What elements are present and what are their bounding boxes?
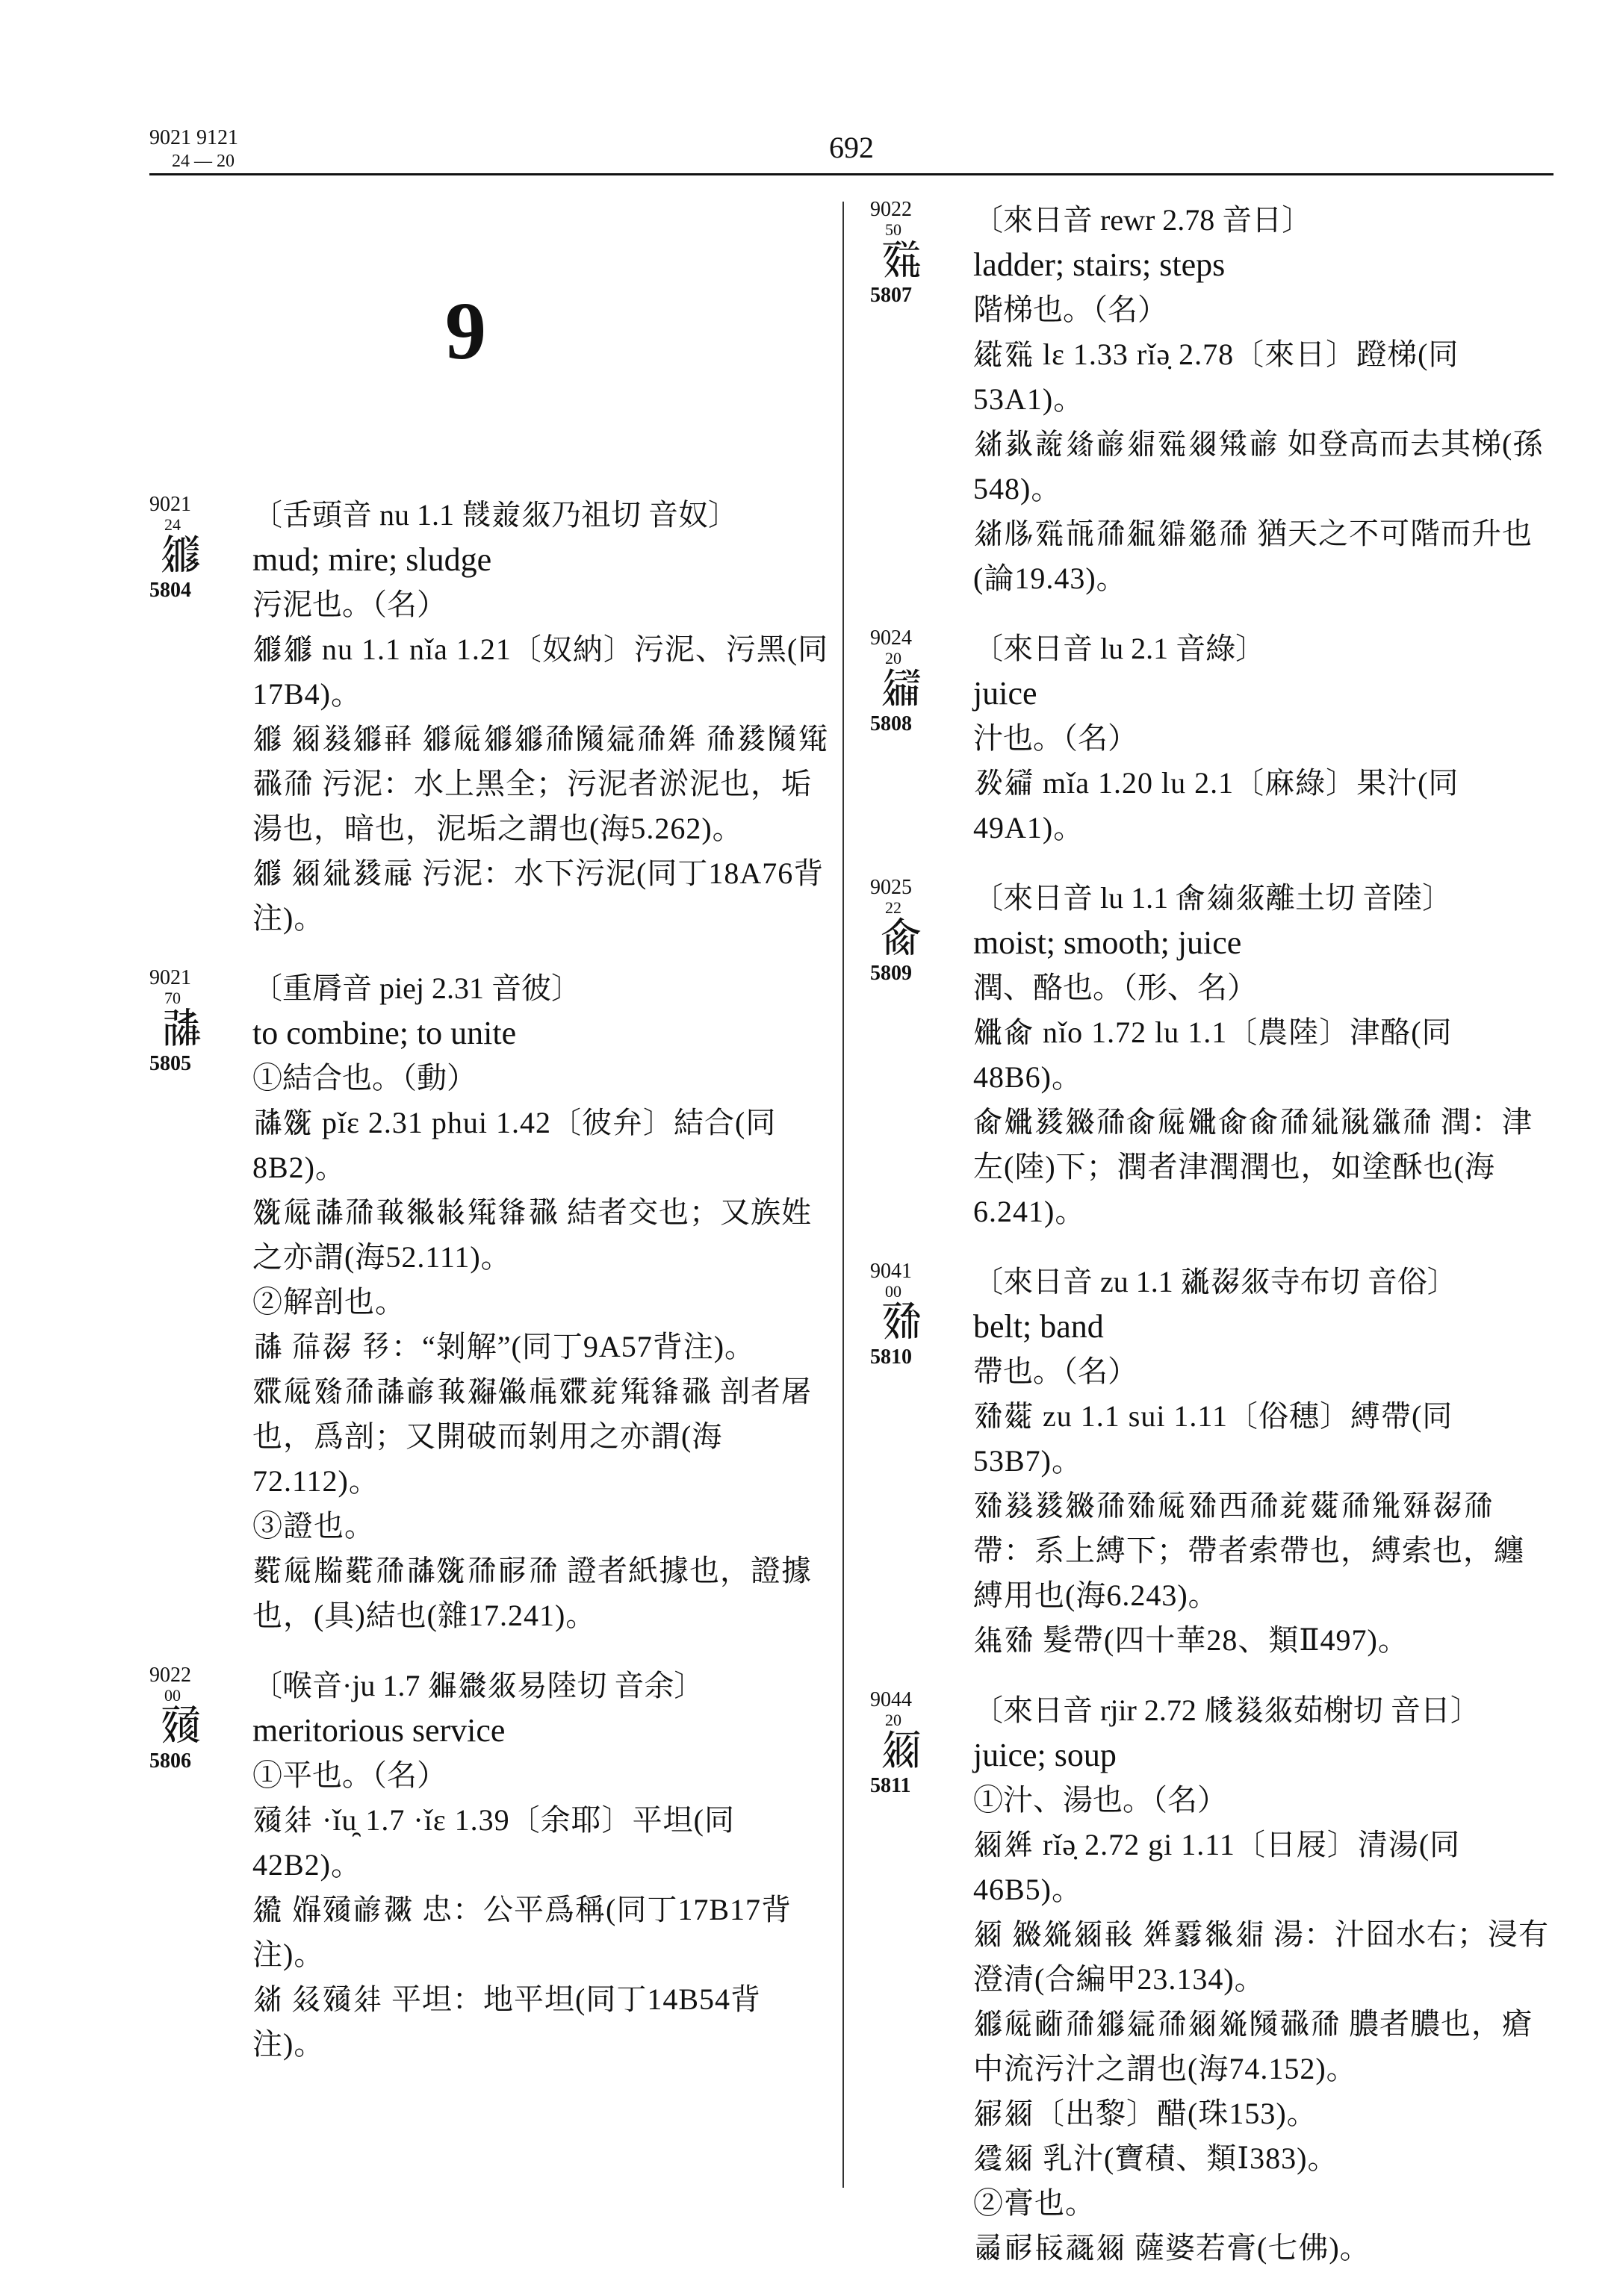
entry-example: 𗣫𗭩𗓰𗦳𗑗𗤋𗸫𗤓𗋽𗑗 如登高而去其梯(孫548)。 xyxy=(973,427,1544,505)
entry-example: 𗉔𗪸 mǐa 1.20 lu 2.1〔麻綠〕果汁(同49A1)。 xyxy=(973,766,1459,844)
entry-gloss: moist; smooth; juice xyxy=(973,924,1242,961)
dictionary-entry xyxy=(149,966,829,1638)
entry-subcode: 22 xyxy=(885,898,901,917)
entry-gloss: to combine; to unite xyxy=(252,1015,517,1051)
header-codes: 9021 9121 xyxy=(149,126,238,149)
entry-code: 9021 xyxy=(149,493,191,516)
entry-glyph: 𗸫 xyxy=(881,236,922,284)
entry-body xyxy=(973,876,1554,1234)
entry-example: 𗸨𗯹𗯿𗪷𗗙𗸨𗏁𗸨西𗗙𗐱𗝠𗗙𗊴𗸧𗖠𗗙 帶：系上縛下；帶者索帶也，縛索也，纏縛用也(海6.243)。 xyxy=(973,1489,1524,1612)
column-divider xyxy=(842,202,844,2188)
entry-example: 𗷎𗏁𗹨𗷎𗗙𗰜𗽓𗗙𗟲𗗙 證者紙據也，證據也，(具)結也(雜17.241)。 xyxy=(252,1554,812,1632)
entry-example: 𗫔 𗏵𗸰𗑗𗗂 忠：公平爲稱(同丁17B17背注)。 xyxy=(252,1893,792,1971)
entry-phonetic: 〔喉音·ju 1.7 𗦬𗫦𗼇易陸切 音余〕 xyxy=(252,1669,704,1702)
entry-example: 𗰭𗟲𗡿𗹙𗥃 薩婆若膏(七佛)。 xyxy=(973,2231,1371,2265)
entry-number: 5809 xyxy=(870,962,912,985)
entry-number: 5806 xyxy=(149,1749,191,1773)
entry-example: 𗧫𗏁𗠁𗗙𗧫𗦇𗗙𗥃𗤷𗂧𗖻𗗙 膿者膿也，瘡中流污汁之謂也(海74.152)。 xyxy=(973,2007,1533,2085)
entry-example: 𗸨𗝠 zu 1.1 sui 1.11〔俗穗〕縛帶(同53B7)。 xyxy=(973,1399,1453,1478)
entry-definition: 帶也。（名） xyxy=(973,1354,1137,1388)
entry-body xyxy=(973,626,1554,850)
header-rule xyxy=(149,173,1554,175)
entry-code: 9041 xyxy=(870,1260,912,1283)
entry-phonetic: 〔重脣音 piej 2.31 音彼〕 xyxy=(252,971,581,1005)
entry-sidebar xyxy=(149,493,239,603)
dictionary-entry xyxy=(870,876,1554,1234)
entry-example: 𗰜 𗗚𗖠 𗘈：“剝解”(同丁9A57背注)。 xyxy=(252,1330,756,1363)
entry-body xyxy=(252,493,829,941)
entry-phonetic: 〔來日音 lu 2.1 音綠〕 xyxy=(973,632,1266,665)
entry-gloss: juice xyxy=(973,675,1037,712)
entry-glyph: 𗸰 xyxy=(160,1702,202,1750)
entry-number: 5808 xyxy=(870,712,912,735)
entry-number: 5804 xyxy=(149,579,191,602)
entry-gloss: juice; soup xyxy=(973,1737,1117,1773)
entry-subcode: 20 xyxy=(885,649,901,668)
entry-definition: ①汁、湯也。（名） xyxy=(973,1783,1227,1817)
entry-example: 𗣫 𗣆𗸰𗢳 平坦：地平坦(同丁14B54背注)。 xyxy=(252,1982,761,2061)
entry-subcode: 00 xyxy=(164,1686,181,1705)
entry-number: 5807 xyxy=(870,284,912,307)
entry-example: 𗬽𗏶𗯿𗪷𗗙𗬽𗏁𗏶𗬽𗬽𗗙𗣼𗮀𗫡𗗙 潤：津左(陸)下；潤者津潤潤也，如塗酥也(海6.241)。 xyxy=(973,1105,1533,1228)
entry-example: 𗩱𗸫 lɛ 1.33 rǐə̣ 2.78〔來日〕蹬梯(同53A1)。 xyxy=(973,337,1459,416)
entry-definition: 階梯也。（名） xyxy=(973,293,1167,326)
entry-subcode: 24 xyxy=(164,515,181,534)
entry-definition: 污泥也。（名） xyxy=(252,588,447,621)
dictionary-entry xyxy=(149,493,829,941)
dictionary-entry xyxy=(870,1260,1554,1663)
entry-example: 𗸰𗢳 ·ǐu̯ 1.7 ·ǐɛ 1.39〔余耶〕平坦(同42B2)。 xyxy=(252,1803,735,1882)
entry-sidebar xyxy=(870,876,960,986)
right-column xyxy=(870,198,1554,2296)
entry-gloss: belt; band xyxy=(973,1308,1104,1345)
entry-phonetic: 〔來日音 zu 1.1 𗡶𗖠𗼇寺布切 音俗〕 xyxy=(973,1265,1457,1298)
entry-body xyxy=(973,1260,1554,1663)
entry-definition: ①結合也。（動） xyxy=(252,1061,477,1095)
entry-sidebar xyxy=(149,966,239,1077)
entry-example: ③證也。 xyxy=(252,1509,375,1543)
entry-example: 𗥃𗤶 rǐə̣ 2.72 gi 1.11〔日屐〕清湯(同46B5)。 xyxy=(973,1828,1461,1906)
left-column xyxy=(149,493,829,2092)
entry-definition: 潤、酪也。（形、名） xyxy=(973,971,1257,1004)
entry-example: 𗥃 𗪷𗤷𗥃𗷰 𗤶𗵫𗬫𗤋 湯：汁囧水右；浸有澄清(合編甲23.134)。 xyxy=(973,1917,1549,1996)
entry-code: 9024 xyxy=(870,626,912,650)
entry-gloss: mud; mire; sludge xyxy=(252,541,492,578)
dictionary-entry xyxy=(870,198,1554,601)
entry-example: 𗸭𗏁𗸮𗗙𗰜𗑗𘆄𗘅𗏹𗍫𗸭𗐱𗋕𗌭𗖻 剖者屠也，爲剖；又開破而剝用之亦謂(海72.112)。 xyxy=(252,1375,812,1498)
entry-example: 𗧫 𗥃𗣼𗯿𗄊 污泥：水下污泥(同丁18A76背注)。 xyxy=(252,856,825,935)
entry-example: 𗽓𗏁𗰜𗗙𘆄𗬫𗴒𗋕𗌭𗖻 結者交也；又族姓之亦謂(海52.111)。 xyxy=(252,1195,812,1274)
entry-example: 𗰜𗽓 pǐɛ 2.31 phui 1.42〔彼弁〕結合(同8B2)。 xyxy=(252,1106,777,1184)
entry-number: 5811 xyxy=(870,1774,911,1797)
entry-example: 𗧫𗧫 nu 1.1 nǐa 1.21〔奴納〕污泥、污黑(同17B4)。 xyxy=(252,632,829,711)
entry-phonetic: 〔舌頭音 nu 1.1 𘛂𗓱𗼇乃祖切 音奴〕 xyxy=(252,498,738,532)
entry-body xyxy=(252,966,829,1638)
entry-sidebar xyxy=(870,626,960,737)
entry-example: 𗦜𗥃〔出黎〕醋(珠153)。 xyxy=(973,2097,1317,2130)
entry-subcode: 20 xyxy=(885,1711,901,1729)
entry-gloss: ladder; stairs; steps xyxy=(973,246,1226,283)
entry-glyph: 𗥃 xyxy=(881,1726,922,1775)
entry-body xyxy=(973,1688,1554,2271)
dictionary-entry xyxy=(870,1688,1554,2271)
entry-code: 9022 xyxy=(149,1664,191,1687)
entry-code: 9021 xyxy=(149,966,191,989)
dictionary-entry xyxy=(870,626,1554,850)
entry-example: 𗩹𗥃 乳汁(寶積、類Ⅰ383)。 xyxy=(973,2141,1338,2175)
entry-example: 𗧫 𗥃𗯹𗧫𗷲 𗧫𗏁𗧫𗧫𗗙𗂧𗦇𗗙𗤶 𗗙𗯿𗂧𗋕𗖻𗗙 污泥：水上黑全；污泥者淤泥也，垢湯也，暗也，泥垢之謂也(海5.262)。 xyxy=(252,722,828,845)
page-header xyxy=(149,125,1554,178)
entry-code: 9025 xyxy=(870,876,912,899)
entry-code: 9044 xyxy=(870,1688,912,1711)
entry-subcode: 50 xyxy=(885,220,901,239)
section-number: 9 xyxy=(445,285,486,376)
entry-subcode: 00 xyxy=(885,1282,901,1301)
entry-sidebar xyxy=(870,1260,960,1370)
entry-glyph: 𗧫 xyxy=(160,531,202,579)
entry-definition: 汁也。（名） xyxy=(973,721,1137,755)
entry-code: 9022 xyxy=(870,198,912,221)
entry-sidebar xyxy=(870,198,960,308)
entry-phonetic: 〔來日音 lu 1.1 𗭁𗦻𗼇離土切 音陸〕 xyxy=(973,881,1453,915)
entry-number: 5805 xyxy=(149,1052,191,1075)
header-sub-codes: 24 — 20 xyxy=(172,152,235,171)
dictionary-entry xyxy=(149,1664,829,2067)
entry-glyph: 𗸨 xyxy=(881,1298,922,1346)
entry-sidebar xyxy=(149,1664,239,1774)
entry-phonetic: 〔來日音 rjir 2.72 𗢃𗯹𗼇茹榭切 音日〕 xyxy=(973,1693,1480,1727)
entry-example: 𗣫𗄵𗸫𗭍𗗙𗥑𗦗𗣪𗗙 猶天之不可階而升也(論19.43)。 xyxy=(973,517,1533,595)
entry-glyph: 𗰜 xyxy=(160,1004,202,1053)
entry-sidebar xyxy=(870,1688,960,1799)
entry-example: ②膏也。 xyxy=(973,2186,1096,2220)
entry-body xyxy=(973,198,1554,601)
entry-definition: ①平也。（名） xyxy=(252,1758,447,1792)
entry-example: 𗣜𗸨 髮帶(四十華28、類Ⅱ497)。 xyxy=(973,1623,1409,1657)
entry-phonetic: 〔來日音 rewr 2.78 音日〕 xyxy=(973,203,1312,237)
entry-example: ②解剖也。 xyxy=(252,1285,406,1319)
page-number: 692 xyxy=(829,131,874,164)
entry-body xyxy=(252,1664,829,2067)
entry-example: 𗏶𗬽 nǐo 1.72 lu 1.1〔農陸〕津酪(同48B6)。 xyxy=(973,1015,1453,1094)
entry-number: 5810 xyxy=(870,1345,912,1369)
entry-gloss: meritorious service xyxy=(252,1712,506,1749)
entry-glyph: 𗪸 xyxy=(881,665,922,713)
entry-subcode: 70 xyxy=(164,989,181,1007)
entry-glyph: 𗬽 xyxy=(881,914,922,962)
